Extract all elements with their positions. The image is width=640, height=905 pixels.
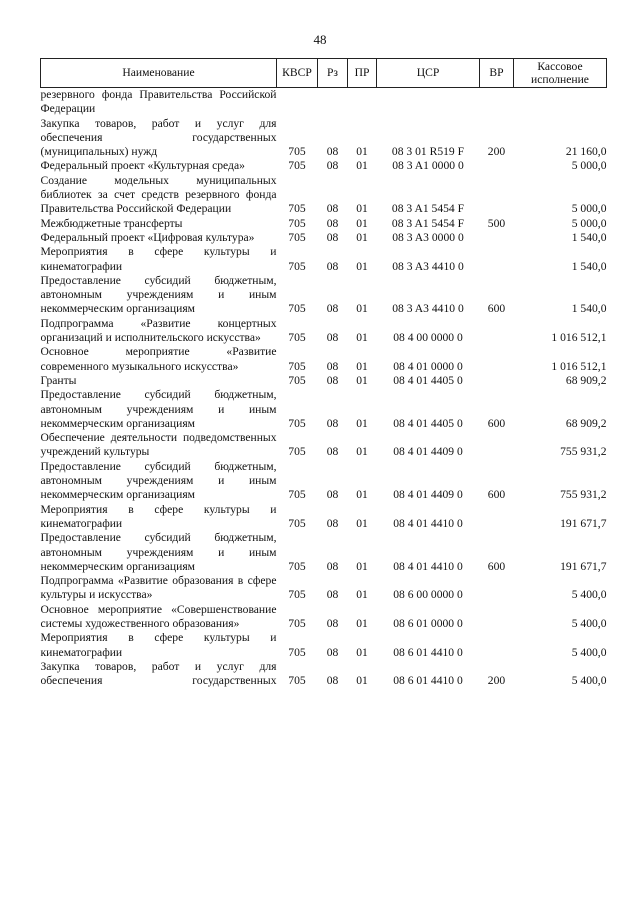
row-amount: 5 000,0 (571, 216, 607, 230)
row-rz: 08 (326, 674, 339, 688)
row-kvsr: 705 (288, 159, 306, 173)
row-kvsr: 705 (288, 588, 306, 602)
row-pr: 01 (356, 445, 368, 459)
row-name: Предоставление субсидий бюджетным, автономным учреждениям и иным некоммерческим организациям (40, 531, 277, 573)
row-name: резервного фонда Правительства Российской Федерации (40, 88, 277, 116)
row-csr: 08 4 01 4410 0 (393, 516, 463, 530)
row-name: Закупка товаров, работ и услуг для обеспечения государственных (40, 659, 277, 688)
table-row (41, 274, 607, 317)
row-csr: 08 6 00 0000 0 (393, 588, 463, 602)
table-row (41, 503, 607, 532)
row-amount: 5 400,0 (571, 645, 607, 659)
row-amount: 5 000,0 (571, 202, 607, 216)
row-name: Мероприятия в сфере культуры и кинематографии (40, 631, 277, 659)
row-rz: 08 (326, 302, 339, 316)
row-pr: 01 (356, 259, 368, 273)
row-pr: 01 (356, 588, 368, 602)
row-kvsr: 705 (288, 488, 306, 502)
table-row (41, 603, 607, 632)
row-pr: 01 (356, 145, 368, 159)
row-amount: 5 400,0 (571, 674, 607, 688)
row-kvsr: 705 (288, 302, 306, 316)
row-rz: 08 (326, 616, 339, 630)
row-rz: 08 (326, 559, 339, 573)
row-rz: 08 (326, 445, 339, 459)
row-rz: 08 (326, 588, 339, 602)
row-amount: 1 016 512,1 (551, 331, 607, 345)
row-rz: 08 (326, 645, 339, 659)
header-kvsr: КВСР (277, 59, 318, 88)
row-name: Основное мероприятие «Совершенствование системы художественного образования» (40, 602, 277, 630)
row-pr: 01 (356, 302, 368, 316)
row-csr: 08 3 A3 4410 0 (392, 259, 464, 273)
row-amount: 5 400,0 (571, 588, 607, 602)
row-kvsr: 705 (288, 202, 306, 216)
row-rz: 08 (326, 373, 339, 387)
budget-execution-table (40, 58, 607, 688)
row-name: Закупка товаров, работ и услуг для обеспечения государственных (муниципальных) нужд (40, 116, 277, 159)
row-vr: 200 (487, 674, 506, 688)
row-name: Мероприятия в сфере культуры и кинематографии (40, 245, 277, 273)
table-row (41, 88, 607, 117)
row-kvsr: 705 (288, 445, 306, 459)
row-amount: 68 909,2 (565, 373, 607, 387)
row-pr: 01 (356, 488, 368, 502)
row-csr: 08 3 A3 0000 0 (392, 230, 464, 244)
row-amount: 68 909,2 (565, 416, 607, 430)
row-kvsr: 705 (288, 645, 306, 659)
row-csr: 08 3 A1 5454 F (391, 202, 465, 216)
row-vr: 600 (487, 302, 506, 316)
row-rz: 08 (326, 331, 339, 345)
row-vr: 600 (487, 416, 506, 430)
table-row (41, 231, 607, 245)
row-name: Основное мероприятие «Развитие современного музыкального искусства» (40, 345, 277, 373)
row-name: Обеспечение деятельности подведомственных учреждений культуры (40, 431, 277, 459)
row-vr (480, 374, 514, 388)
row-amount: 191 671,7 (560, 559, 607, 573)
row-amount: 191 671,7 (560, 516, 607, 530)
row-kvsr: 705 (288, 373, 306, 387)
row-amount: 1 540,0 (571, 230, 607, 244)
row-rz: 08 (326, 259, 339, 273)
table-row (41, 531, 607, 574)
table-row (41, 388, 607, 431)
row-kvsr (277, 88, 318, 117)
row-csr: 08 4 01 4405 0 (393, 373, 463, 387)
table-header (41, 59, 607, 88)
row-csr: 08 6 01 4410 0 (393, 674, 463, 688)
table-row (41, 174, 607, 217)
row-kvsr: 705 (288, 331, 306, 345)
row-csr: 08 3 A1 0000 0 (392, 159, 464, 173)
row-pr: 01 (356, 216, 368, 230)
row-vr (480, 88, 514, 117)
table-row (41, 117, 607, 160)
row-vr (480, 159, 514, 173)
row-amount: 1 540,0 (571, 302, 607, 316)
table-row (41, 159, 607, 173)
row-amount: 755 931,2 (560, 445, 607, 459)
row-amount: 5 000,0 (571, 159, 607, 173)
row-pr: 01 (356, 202, 368, 216)
row-vr (480, 431, 514, 460)
row-rz: 08 (326, 359, 339, 373)
row-rz: 08 (326, 230, 339, 244)
row-kvsr: 705 (288, 145, 306, 159)
row-kvsr: 705 (288, 674, 306, 688)
table-row (41, 660, 607, 689)
row-csr: 08 3 01 R519 F (391, 145, 465, 159)
row-amount (514, 88, 607, 117)
row-vr: 600 (487, 559, 506, 573)
row-pr: 01 (356, 159, 368, 173)
table-row (41, 431, 607, 460)
header-row (41, 59, 607, 88)
row-vr (480, 245, 514, 274)
row-pr: 01 (356, 645, 368, 659)
row-vr: 500 (487, 216, 506, 230)
table-row (41, 245, 607, 274)
row-csr: 08 4 01 4409 0 (393, 488, 463, 502)
row-rz: 08 (326, 516, 339, 530)
row-kvsr: 705 (288, 359, 306, 373)
row-pr: 01 (356, 674, 368, 688)
table-row (41, 631, 607, 660)
table-row (41, 317, 607, 346)
header-rz: Рз (318, 59, 348, 88)
row-vr (480, 503, 514, 532)
row-rz: 08 (326, 159, 339, 173)
row-csr: 08 4 01 0000 0 (393, 359, 463, 373)
row-csr: 08 3 A3 4410 0 (392, 302, 464, 316)
row-csr: 08 6 01 4410 0 (393, 645, 463, 659)
row-pr (348, 88, 377, 117)
row-kvsr: 705 (288, 216, 306, 230)
row-vr (480, 574, 514, 603)
row-name: Создание модельных муниципальных библиотек за счет средств резервного фонда Правительства Российской Федерации (40, 173, 277, 216)
row-name: Предоставление субсидий бюджетным, автономным учреждениям и иным некоммерческим организациям (40, 273, 277, 316)
row-pr: 01 (356, 416, 368, 430)
row-vr: 600 (487, 488, 506, 502)
row-name: Федеральный проект «Культурная среда» (40, 159, 245, 173)
row-vr (480, 345, 514, 374)
row-kvsr: 705 (288, 230, 306, 244)
row-rz: 08 (326, 202, 339, 216)
row-rz: 08 (326, 145, 339, 159)
row-pr: 01 (356, 516, 368, 530)
header-cash-execution: Кассовое исполнение (514, 59, 607, 88)
row-name: Предоставление субсидий бюджетным, автономным учреждениям и иным некоммерческим организациям (40, 459, 277, 502)
row-pr: 01 (356, 373, 368, 387)
row-name: Межбюджетные трансферты (40, 216, 183, 230)
row-kvsr: 705 (288, 416, 306, 430)
row-csr: 08 4 00 0000 0 (393, 331, 463, 345)
row-vr (480, 317, 514, 346)
row-name: Гранты (40, 373, 77, 387)
header-csr: ЦСР (377, 59, 480, 88)
row-pr: 01 (356, 331, 368, 345)
row-csr: 08 3 A1 5454 F (391, 216, 465, 230)
row-vr (480, 231, 514, 245)
row-kvsr: 705 (288, 616, 306, 630)
row-name: Подпрограмма «Развитие образования в сфере культуры и искусства» (40, 574, 277, 602)
row-name: Мероприятия в сфере культуры и кинематографии (40, 502, 277, 530)
row-pr: 01 (356, 230, 368, 244)
table-row (41, 574, 607, 603)
row-amount: 1 016 512,1 (551, 359, 607, 373)
row-rz: 08 (326, 488, 339, 502)
row-amount: 755 931,2 (560, 488, 607, 502)
header-vr: ВР (480, 59, 514, 88)
row-pr: 01 (356, 616, 368, 630)
page-number: 48 (313, 32, 327, 47)
row-rz (318, 88, 348, 117)
row-amount: 1 540,0 (571, 259, 607, 273)
table-body (41, 88, 607, 689)
row-name: Подпрограмма «Развитие концертных организаций и исполнительского искусства» (40, 316, 277, 345)
row-rz: 08 (326, 416, 339, 430)
row-vr (480, 631, 514, 660)
row-kvsr: 705 (288, 516, 306, 530)
table-row (41, 374, 607, 388)
row-csr: 08 6 01 0000 0 (393, 616, 463, 630)
row-csr: 08 4 01 4410 0 (393, 559, 463, 573)
row-csr: 08 4 01 4405 0 (393, 416, 463, 430)
header-pr: ПР (348, 59, 377, 88)
row-vr (480, 174, 514, 217)
table-row (41, 217, 607, 231)
row-vr: 200 (487, 145, 506, 159)
row-pr: 01 (356, 359, 368, 373)
table-row (41, 345, 607, 374)
row-pr: 01 (356, 559, 368, 573)
row-name: Федеральный проект «Цифровая культура» (40, 230, 255, 244)
row-csr (377, 88, 480, 117)
row-kvsr: 705 (288, 259, 306, 273)
header-name: Наименование (41, 59, 277, 88)
row-vr (480, 603, 514, 632)
row-csr: 08 4 01 4409 0 (393, 445, 463, 459)
row-amount: 5 400,0 (571, 616, 607, 630)
row-kvsr: 705 (288, 559, 306, 573)
row-rz: 08 (326, 216, 339, 230)
row-amount: 21 160,0 (565, 145, 607, 159)
table-row (41, 460, 607, 503)
row-name: Предоставление субсидий бюджетным, автономным учреждениям и иным некоммерческим организациям (40, 388, 277, 430)
